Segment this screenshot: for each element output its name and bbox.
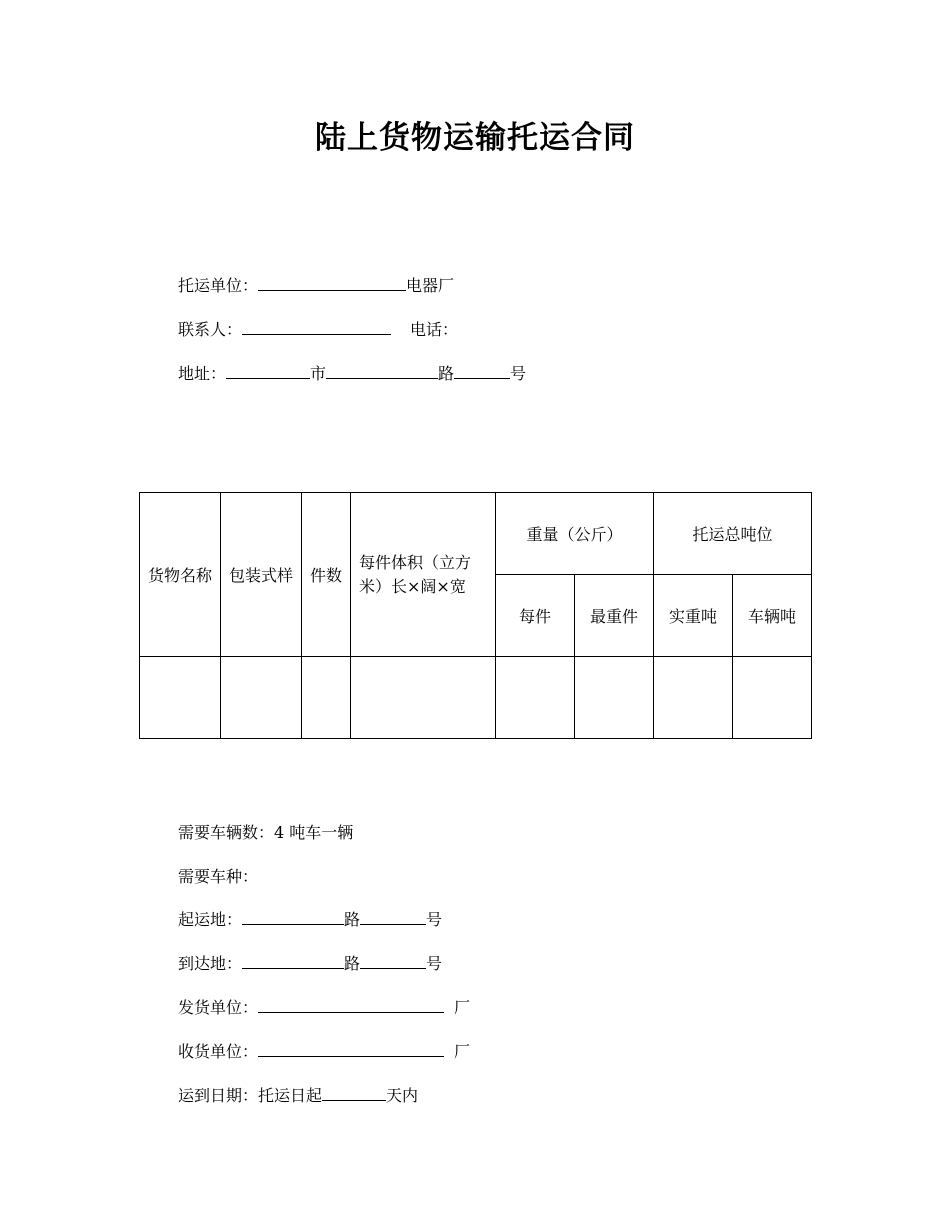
address-label: 地址： — [178, 364, 227, 383]
receiver-label: 收货单位： — [178, 1042, 259, 1061]
address-number-text: 号 — [510, 364, 527, 383]
arrival-label: 运到日期：托运日起 — [178, 1086, 323, 1105]
vehicles-row — [178, 822, 353, 844]
receiver-factory-text: 厂 — [454, 1042, 471, 1061]
address-road-field[interactable] — [326, 363, 438, 379]
address-city-field[interactable] — [226, 363, 310, 379]
vehicle-type-row — [178, 866, 258, 888]
destination-row — [178, 953, 442, 975]
consignor-unit-label: 托运单位： — [178, 276, 259, 295]
table-cell[interactable] — [140, 657, 221, 739]
table-cell[interactable] — [351, 657, 496, 739]
shipper-row — [178, 997, 470, 1019]
header-weight: 重量（公斤） — [496, 493, 654, 575]
page-title: 陆上货物运输托运合同 — [315, 120, 635, 156]
receiver-field[interactable] — [258, 1041, 444, 1057]
arrival-suffix: 天内 — [386, 1086, 419, 1105]
goods-table — [139, 492, 812, 739]
origin-number-field[interactable] — [360, 909, 426, 925]
vehicle-type-label: 需要车种： — [178, 867, 259, 886]
shipper-field[interactable] — [258, 997, 444, 1013]
contact-row — [178, 319, 458, 341]
contact-field[interactable] — [242, 319, 391, 335]
arrival-row — [178, 1085, 418, 1107]
origin-road-text: 路 — [344, 910, 361, 929]
vehicles-value: 4 吨车一辆 — [274, 823, 354, 842]
consignor-unit-row — [178, 275, 454, 297]
shipper-factory-text: 厂 — [454, 998, 471, 1017]
destination-number-field[interactable] — [360, 953, 426, 969]
origin-label: 起运地： — [178, 910, 243, 929]
address-row — [178, 363, 526, 385]
vehicles-label: 需要车辆数： — [178, 823, 275, 842]
table-row — [140, 657, 812, 739]
consignor-unit-field[interactable] — [258, 275, 406, 291]
destination-label: 到达地： — [178, 954, 243, 973]
phone-label: 电话： — [410, 320, 459, 339]
header-tonnage-vehicle: 车辆吨 — [733, 575, 812, 657]
header-count: 件数 — [302, 493, 351, 657]
origin-road-field[interactable] — [242, 909, 344, 925]
header-packaging: 包装式样 — [221, 493, 302, 657]
table-cell[interactable] — [302, 657, 351, 739]
header-volume: 每件体积（立方米）长×阔×宽 — [351, 493, 496, 657]
receiver-row — [178, 1041, 470, 1063]
table-cell[interactable] — [221, 657, 302, 739]
origin-row — [178, 909, 442, 931]
address-number-field[interactable] — [454, 363, 510, 379]
contact-label: 联系人： — [178, 320, 243, 339]
address-road-text: 路 — [438, 364, 455, 383]
address-city-text: 市 — [310, 364, 327, 383]
consignor-unit-suffix: 电器厂 — [406, 276, 455, 295]
shipper-label: 发货单位： — [178, 998, 259, 1017]
arrival-days-field[interactable] — [322, 1085, 386, 1101]
origin-number-text: 号 — [426, 910, 443, 929]
header-tonnage: 托运总吨位 — [654, 493, 812, 575]
header-weight-each: 每件 — [496, 575, 575, 657]
table-cell[interactable] — [733, 657, 812, 739]
header-weight-heaviest: 最重件 — [575, 575, 654, 657]
destination-road-text: 路 — [344, 954, 361, 973]
header-goods-name: 货物名称 — [140, 493, 221, 657]
table-cell[interactable] — [575, 657, 654, 739]
header-tonnage-actual: 实重吨 — [654, 575, 733, 657]
destination-number-text: 号 — [426, 954, 443, 973]
table-cell[interactable] — [496, 657, 575, 739]
table-cell[interactable] — [654, 657, 733, 739]
destination-road-field[interactable] — [242, 953, 344, 969]
